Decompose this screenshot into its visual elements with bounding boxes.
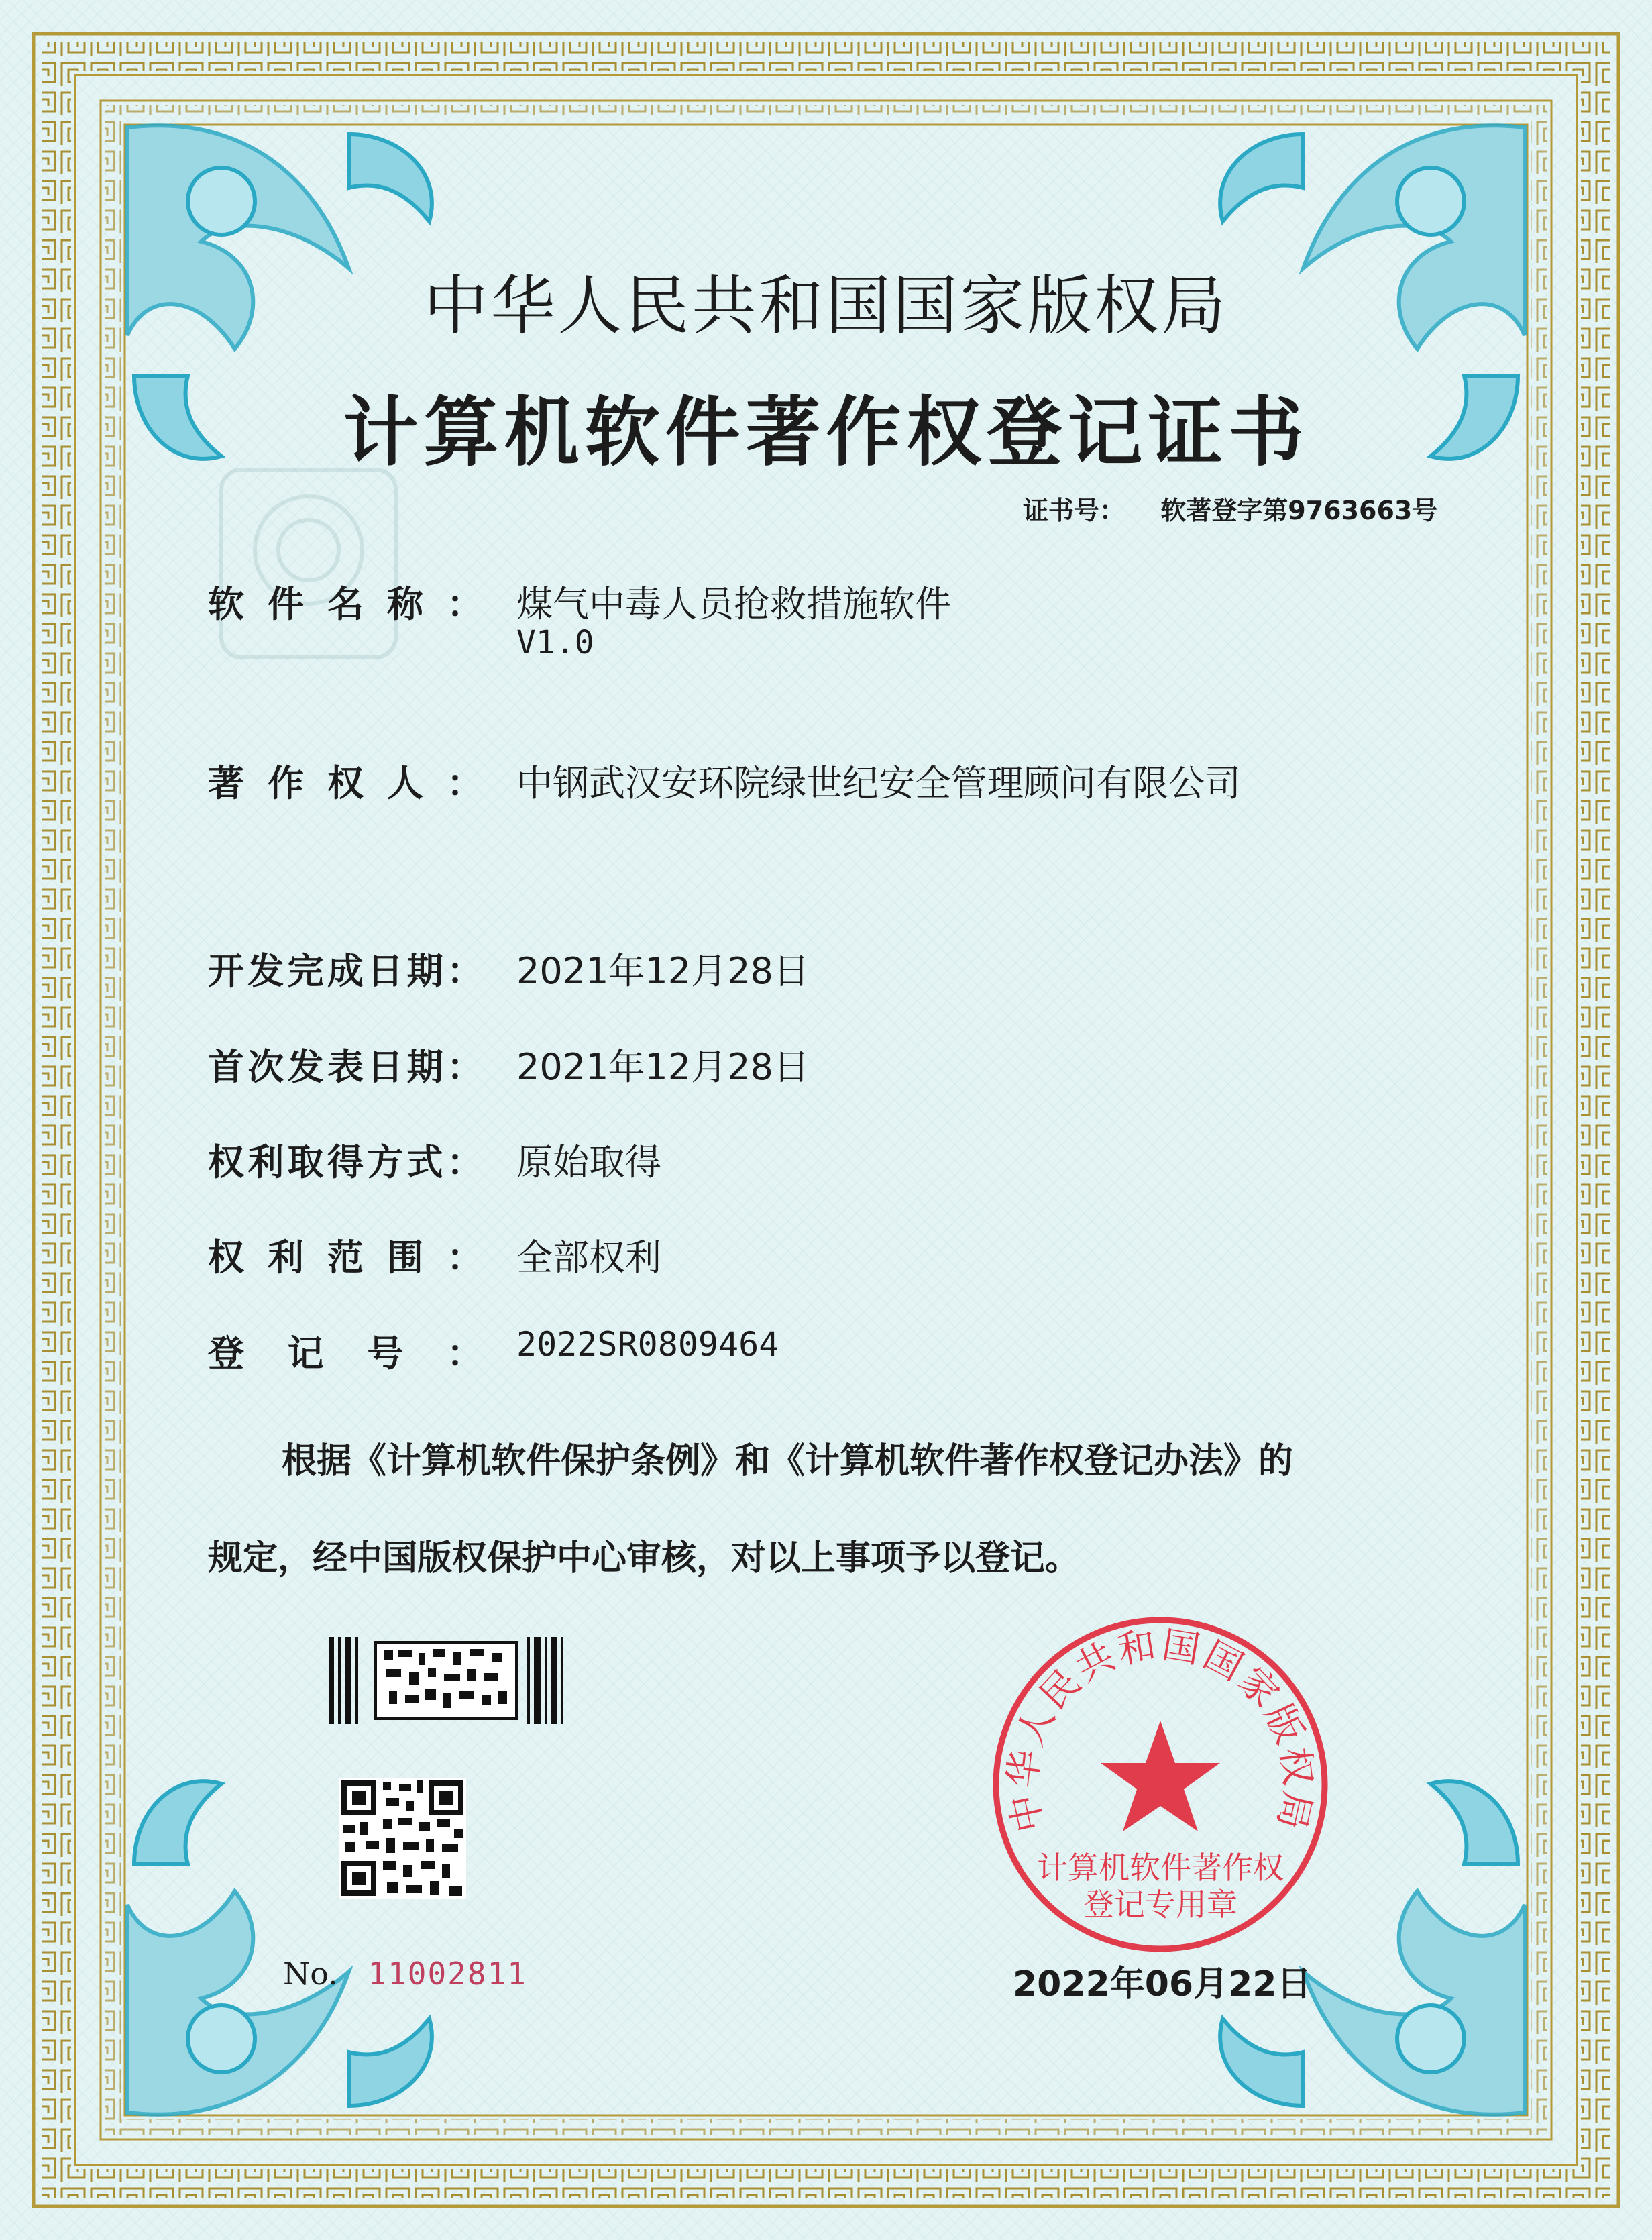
certificate-title: 计算机软件著作权登记证书 <box>343 389 1309 476</box>
serial-value: 11002811 <box>368 1956 527 1992</box>
issuing-authority-title: 中华人民共和国国家版权局 <box>423 268 1229 343</box>
software-name-label: 软件名称： <box>208 583 483 625</box>
watermark-emblem <box>221 470 396 657</box>
svg-text:中华人民共和国国家版权局: 中华人民共和国国家版权局 <box>1001 1623 1320 1836</box>
publish-date-label: 首次发表日期： <box>208 1046 483 1088</box>
certificate-number <box>1023 490 1437 527</box>
svg-text:计算机软件著作权: 计算机软件著作权 <box>1037 1850 1284 1886</box>
svg-text:登记专用章: 登记专用章 <box>1083 1886 1237 1923</box>
acquisition-method-value: 原始取得 <box>516 1141 661 1183</box>
copyright-owner-value: 中钢武汉安环院绿世纪安全管理顾问有限公司 <box>516 762 1241 804</box>
registration-number-label: 登记号： <box>208 1332 483 1375</box>
registration-number-value: 2022SR0809464 <box>516 1325 779 1364</box>
serial-label: No. <box>283 1956 338 1992</box>
software-name-value: 煤气中毒人员抢救措施软件 <box>516 583 951 625</box>
software-version: V1.0 <box>516 624 594 661</box>
acquisition-method-label: 权利取得方式： <box>208 1141 483 1183</box>
publish-date-value: 2021年12月28日 <box>516 1046 810 1088</box>
statement-line-2: 规定，经中国版权保护中心审核，对以上事项予以登记。 <box>208 1538 1081 1579</box>
barcode <box>329 1637 570 1724</box>
issue-date: 2022年06月22日 <box>1013 1964 1312 2005</box>
copyright-owner-label: 著作权人： <box>208 762 483 804</box>
serial-number <box>283 1956 527 1992</box>
dev-date-label: 开发完成日期： <box>208 950 483 992</box>
rights-scope-value: 全部权利 <box>516 1236 661 1279</box>
statement-line-1: 根据《计算机软件保护条例》和《计算机软件著作权登记办法》的 <box>282 1441 1294 1481</box>
rights-scope-label: 权利范围： <box>208 1236 483 1279</box>
qr-code <box>339 1778 466 1899</box>
cert-no-label: 证书号： <box>1023 496 1125 525</box>
cert-no-value: 软著登字第9763663号 <box>1160 496 1438 525</box>
dev-date-value: 2021年12月28日 <box>516 950 810 992</box>
official-seal <box>986 1610 1335 1959</box>
